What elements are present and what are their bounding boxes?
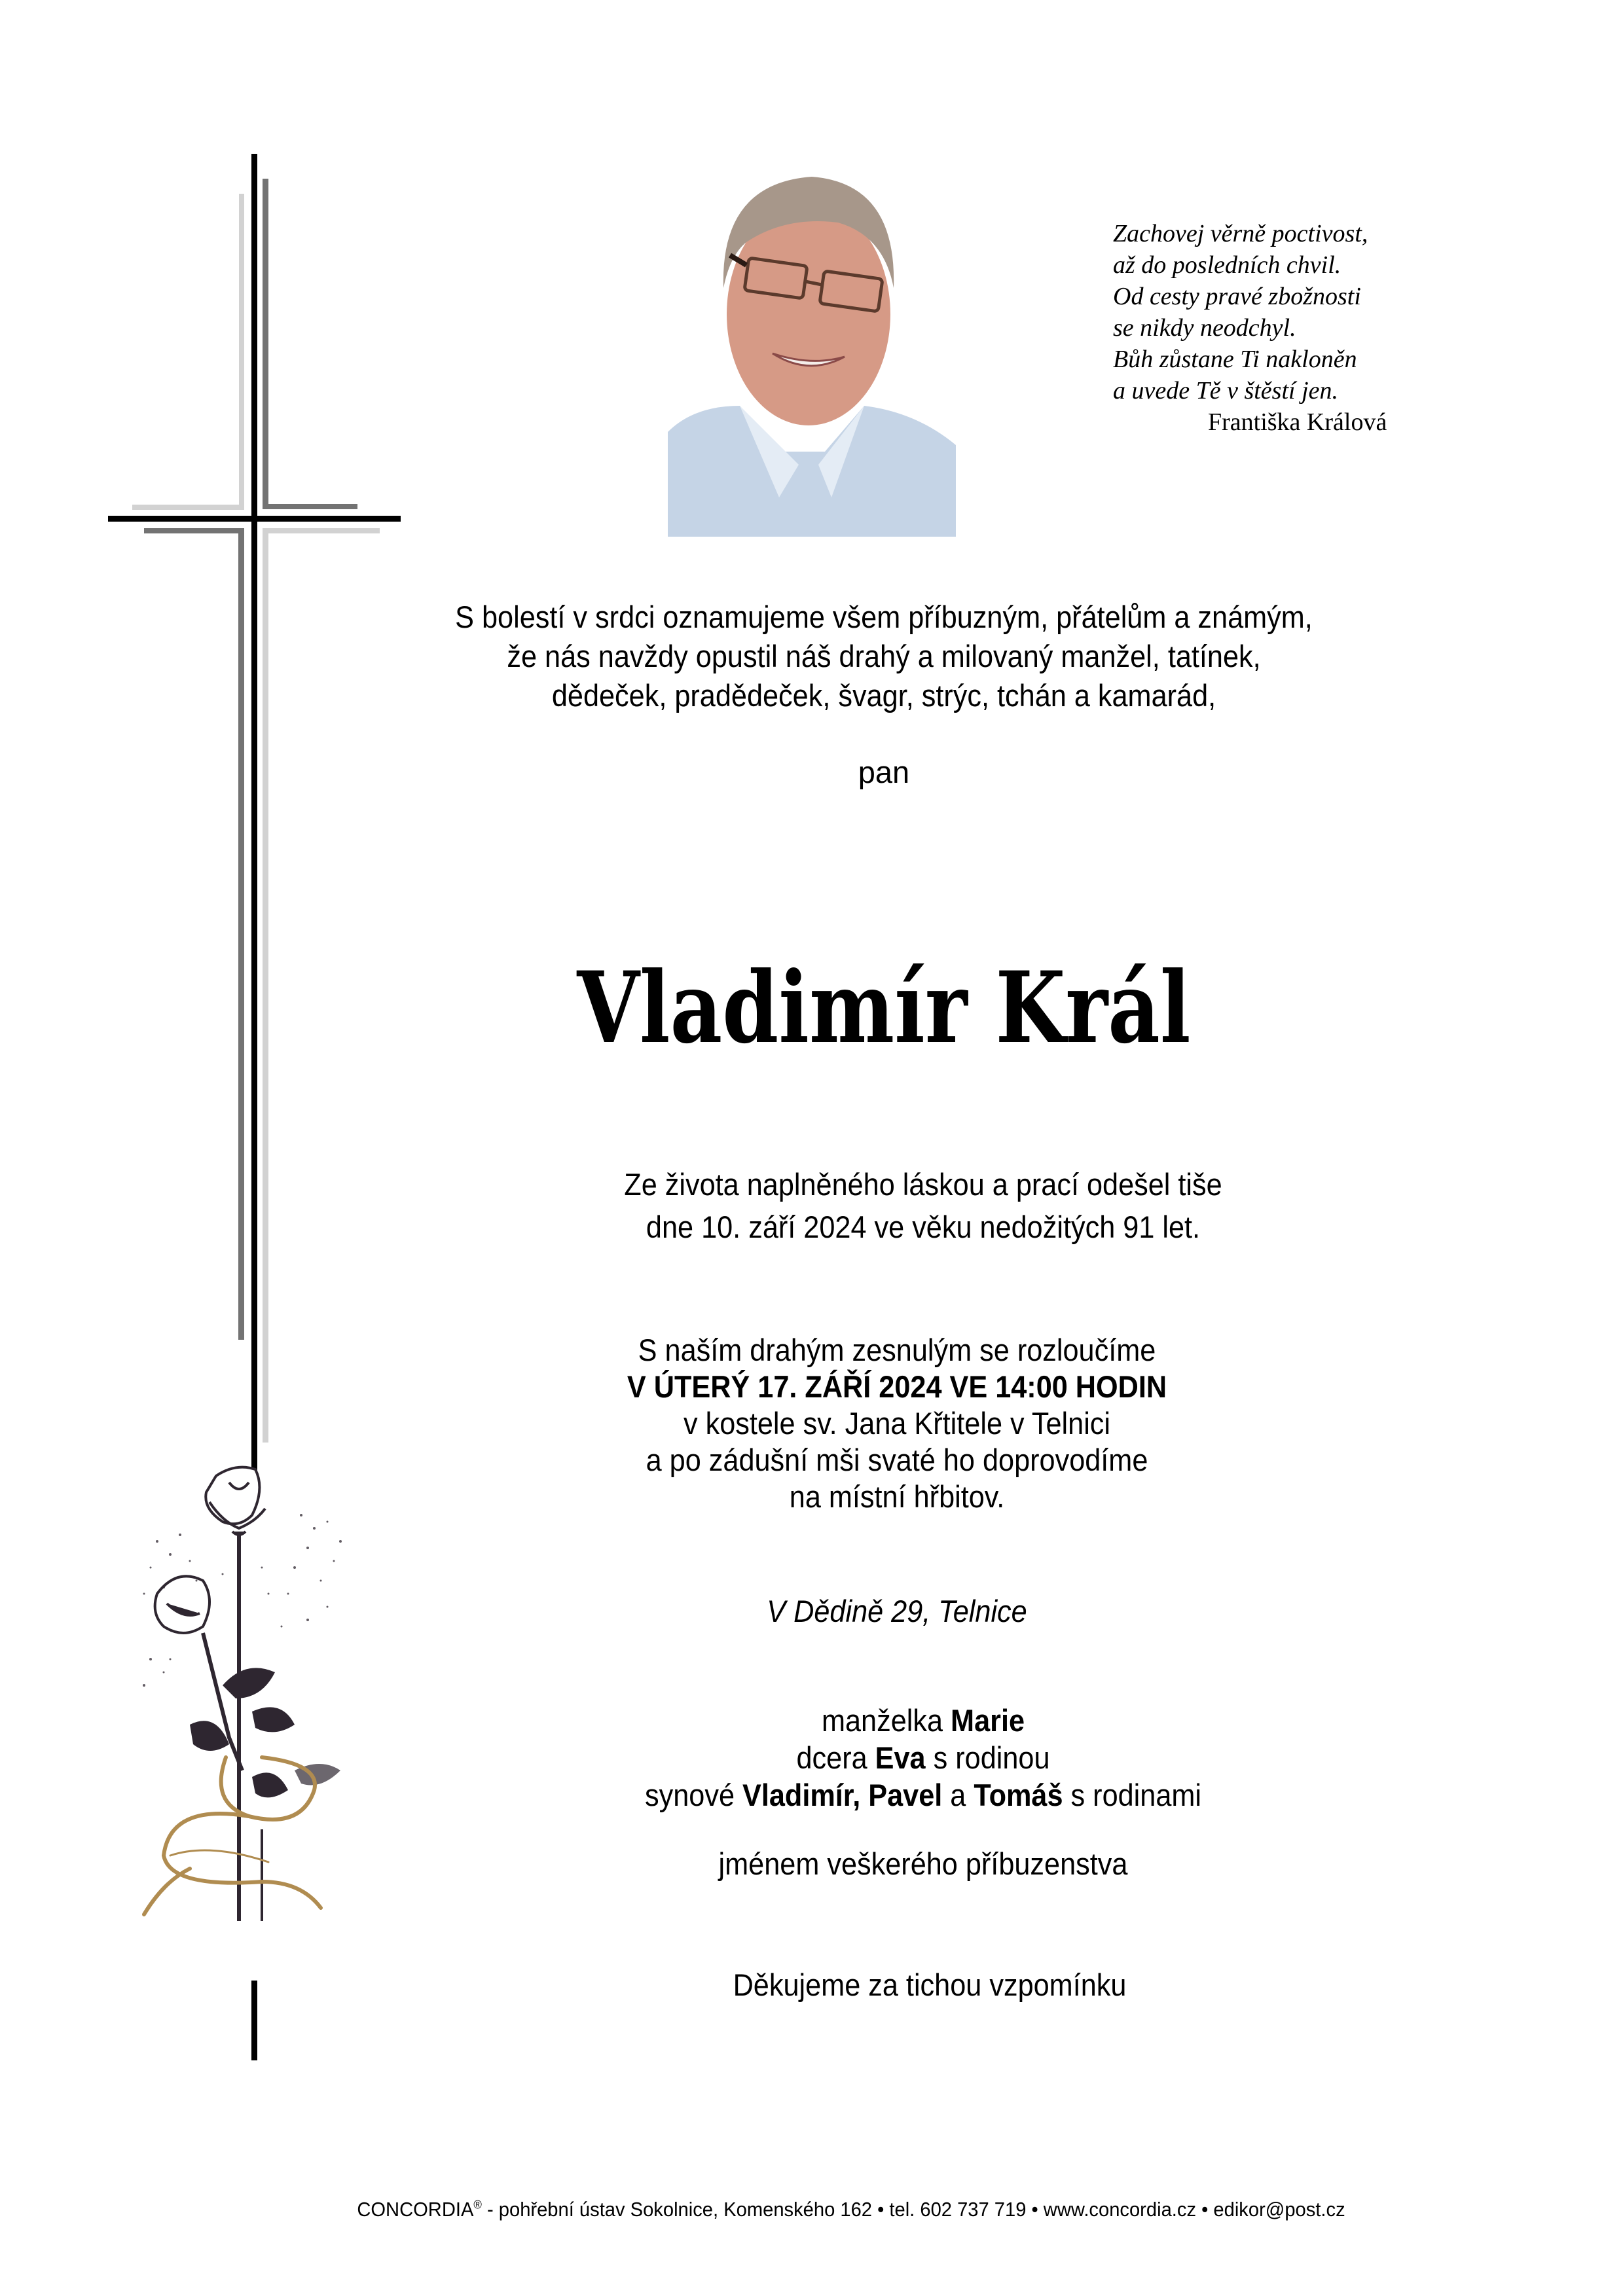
cross-accent-upper-right-vertical [263,179,268,509]
cross-accent-upper-left-vertical [239,194,244,510]
funeral-line: S naším drahým zesnulým se rozloučíme [638,1333,1156,1367]
intro-line: že nás navždy opustil náš drahý a milovaný manžel, tatínek, [507,639,1261,673]
conjunction: a [942,1778,974,1812]
life-line: Ze života naplněného láskou a prací odešel tiše [624,1167,1222,1202]
ribbon [144,1757,321,1914]
funeral-line: a po zádušní mši svaté ho doprovodíme [646,1443,1148,1477]
cross-accent-lower-left-vertical [238,528,244,1340]
poem-line: až do posledních chvil. [1113,251,1341,279]
cross-accent-upper-right-horizontal [263,504,357,509]
cross-accent-upper-left-horizontal [132,505,244,510]
poem-line: se nikdy neodchyl. [1113,314,1296,342]
relation-label: dcera [796,1740,875,1775]
poem-line: a uvede Tě v štěstí jen. [1113,377,1339,404]
funeral-home-brand: CONCORDIA [357,2198,474,2221]
daughter-name: Eva [875,1740,926,1775]
cross-main-horizontal [108,516,401,522]
poem-line: Od cesty pravé zbožnosti [1113,283,1361,310]
rose-top [206,1467,265,1535]
rose-side [155,1576,210,1633]
cross-accent-lower-right-horizontal [263,528,380,533]
family-address: V Dědině 29, Telnice [767,1594,1027,1628]
mourning-family [399,1702,1448,1814]
relation-suffix: s rodinou [925,1740,1050,1775]
family-daughter [399,1739,1448,1776]
poem-line: Bůh zůstane Ti nakloněn [1113,346,1357,373]
cross-main-vertical [251,154,257,1473]
salutation: pan [858,755,910,789]
poem-line: Zachovej věrně poctivost, [1113,220,1368,247]
intro-line: dědeček, pradědeček, švagr, strýc, tchán a kamarád, [551,678,1216,713]
funeral-home-contact: - pohřební ústav Sokolnice, Komenského 162 • tel. 602 737 719 • www.concordia.cz • edikor@post.cz [481,2198,1345,2221]
cross-accent-lower-right-vertical [263,528,268,1443]
relation-label: synové [644,1778,743,1812]
life-line: dne 10. září 2024 ve věku nedožitých 91 let. [646,1210,1201,1244]
announcement-intro [396,598,1372,715]
relation-label: manželka [821,1703,951,1738]
rose-flower-illustration [131,1463,360,1934]
sons-names: Vladimír, Pavel [742,1778,943,1812]
life-summary [399,1165,1448,1247]
relation-suffix: s rodinami [1063,1778,1201,1812]
funeral-line: v kostele sv. Jana Křtitele v Telnici [683,1406,1111,1441]
funeral-home-footer [174,2198,1528,2221]
funeral-line: na místní hřbitov. [789,1479,1005,1514]
gypsophila-dots [143,1514,342,1687]
cross-bottom-segment [251,1981,257,2060]
deceased-name: Vladimír Král [577,950,1191,1066]
wife-name: Marie [951,1703,1025,1738]
poem-author: Františka Králová [1208,408,1387,436]
thanks-line: Děkujeme za tichou vzpomínku [733,1967,1127,2002]
funeral-details [397,1332,1396,1515]
cross-accent-lower-left-horizontal [144,528,244,533]
on-behalf-of-relatives: jménem veškerého příbuzenstva [718,1846,1128,1881]
rose-leaves [190,1668,340,1797]
family-sons [399,1776,1448,1814]
funeral-datetime: V ÚTERÝ 17. ZÁŘÍ 2024 VE 14:00 HODIN [627,1369,1167,1404]
intro-line: S bolestí v srdci oznamujeme všem příbuzným, přátelům a známým, [455,600,1313,634]
son-name: Tomáš [974,1778,1063,1812]
family-wife [399,1702,1448,1739]
memorial-poem [1113,218,1368,406]
registered-mark: ® [473,2198,482,2212]
deceased-portrait-photo [668,157,956,537]
